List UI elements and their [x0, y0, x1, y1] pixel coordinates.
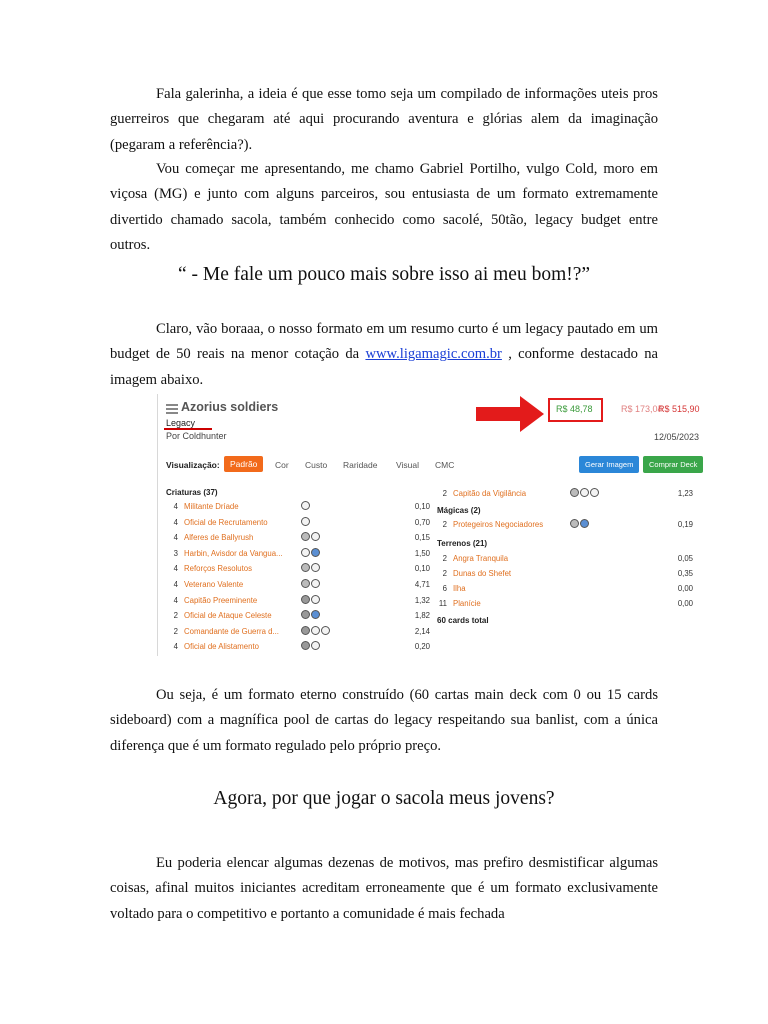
paragraph-intro: [110, 82, 658, 158]
card-name[interactable]: Oficial de Alistamento: [184, 642, 259, 652]
card-price: 4,71: [414, 580, 430, 589]
tab-raridade[interactable]: Raridade: [343, 460, 378, 470]
card-row: [168, 517, 430, 529]
card-row: [168, 595, 430, 607]
price-high: R$ 515,90: [658, 404, 700, 414]
card-row: [437, 519, 693, 531]
card-row: [168, 548, 430, 560]
mana-cost: [301, 501, 310, 510]
mana-cost: [301, 563, 320, 572]
mana-symbol-icon: [301, 517, 310, 526]
card-row: [168, 610, 430, 622]
card-price: 0,00: [677, 584, 693, 593]
card-quantity: 4: [173, 642, 178, 652]
card-quantity: 4: [173, 595, 178, 605]
view-label: Visualização:: [166, 460, 220, 470]
buy-deck-button[interactable]: Comprar Deck: [643, 456, 703, 473]
heading-question: “ - Me fale um pouco mais sobre isso ai meu bom!?”: [177, 264, 591, 285]
mana-symbol-icon: [301, 532, 310, 541]
card-row: [437, 568, 693, 580]
tab-cmc[interactable]: CMC: [435, 460, 455, 470]
card-price: 1,32: [414, 595, 430, 605]
paragraph-explanation: [110, 683, 658, 759]
card-name[interactable]: Oficial de Ataque Celeste: [184, 611, 272, 621]
card-name[interactable]: Oficial de Recrutamento: [184, 517, 268, 527]
card-quantity: 6: [442, 584, 447, 593]
mana-cost: [301, 641, 320, 650]
price-mid: R$ 173,04: [621, 404, 663, 414]
mana-cost: [301, 610, 320, 619]
mana-symbol-icon: [311, 641, 320, 650]
card-price: 1,23: [677, 489, 693, 498]
format-underline: [164, 428, 212, 430]
card-quantity: 3: [173, 548, 178, 558]
card-price: 0,10: [414, 502, 430, 511]
card-name[interactable]: Alferes de Ballyrush: [184, 533, 254, 543]
card-name[interactable]: Capitão da Vigilância: [453, 489, 527, 498]
tab-custo[interactable]: Custo: [305, 460, 328, 470]
card-price: 0,20: [414, 642, 430, 652]
card-price: 0,05: [677, 554, 693, 563]
mana-symbol-icon: [301, 563, 310, 572]
mana-symbol-icon: [311, 563, 320, 572]
card-price: 2,14: [414, 626, 430, 636]
card-row: [437, 488, 693, 500]
paragraph-format-tail: , conforme destacado na imagem abaixo.: [110, 346, 658, 388]
card-row: [168, 501, 430, 513]
mana-symbol-icon: [580, 519, 589, 528]
deck-author: Por Coldhunter: [166, 431, 227, 441]
card-name[interactable]: Reforços Resolutos: [184, 564, 253, 574]
card-quantity: 2: [442, 554, 447, 563]
paragraph-intro-text: Fala galerinha, a ideia é que esse tomo seja um compilado de informações uteis pros guerreiros que chegaram até aqui procurando aventura e glórias alem da imaginação (pegaram a referência?).: [110, 86, 658, 153]
mana-cost: [301, 532, 320, 541]
card-quantity: 4: [173, 564, 178, 574]
price-low: R$ 48,78: [556, 404, 593, 414]
mana-cost: [570, 488, 599, 497]
paragraph-presentation-text: Vou começar me apresentando, me chamo Gabriel Portilho, vulgo Cold, moro em viçosa (MG) e junto com alguns parceiros, sou entusiasta de um formato extremamente divertido chamado sacola, também conhecido como sacolé, 50tão, legacy budget entre outros.: [110, 161, 658, 253]
card-name[interactable]: Capitão Preeminente: [184, 595, 258, 605]
card-quantity: 2: [442, 489, 447, 498]
mana-symbol-icon: [301, 595, 310, 604]
mana-cost: [301, 548, 320, 557]
mana-symbol-icon: [311, 548, 320, 557]
mana-symbol-icon: [311, 532, 320, 541]
mana-symbol-icon: [301, 501, 310, 510]
tab-padrao[interactable]: Padrão: [224, 456, 263, 472]
mana-symbol-icon: [570, 519, 579, 528]
mana-cost: [301, 626, 330, 635]
mana-symbol-icon: [311, 595, 320, 604]
magics-section: Mágicas (2): [437, 506, 481, 515]
card-quantity: 4: [173, 517, 178, 527]
deck-format: Legacy: [166, 418, 196, 428]
mana-symbol-icon: [311, 579, 320, 588]
mana-symbol-icon: [580, 488, 589, 497]
mana-symbol-icon: [301, 626, 310, 635]
cards-total: 60 cards total: [437, 616, 489, 625]
heading-why: Agora, por que jogar o sacola meus jovens?: [213, 788, 555, 809]
card-quantity: 2: [442, 520, 447, 529]
mana-symbol-icon: [590, 488, 599, 497]
card-name[interactable]: Harbin, Avisdor da Vangua...: [184, 548, 283, 558]
card-name[interactable]: Ilha: [453, 584, 466, 593]
mana-symbol-icon: [311, 626, 320, 635]
card-quantity: 4: [173, 580, 178, 589]
ligamagic-link[interactable]: www.ligamagic.com.br: [365, 346, 502, 363]
card-row: [168, 563, 430, 575]
card-price: 0,19: [677, 520, 693, 529]
mana-cost: [301, 517, 310, 526]
tab-visual[interactable]: Visual: [396, 460, 419, 470]
creatures-section: Criaturas (37): [166, 488, 218, 497]
generate-image-button[interactable]: Gerar Imagem: [579, 456, 639, 473]
card-row: [168, 532, 430, 544]
mana-symbol-icon: [311, 610, 320, 619]
mana-cost: [301, 595, 320, 604]
card-quantity: 11: [438, 599, 447, 608]
paragraph-format: [110, 317, 658, 393]
mana-symbol-icon: [570, 488, 579, 497]
card-name[interactable]: Planície: [453, 599, 481, 608]
card-price: 0,10: [414, 564, 430, 574]
card-row: [437, 553, 693, 565]
mana-symbol-icon: [321, 626, 330, 635]
card-price: 0,00: [677, 599, 693, 608]
card-name[interactable]: Comandante de Guerra d...: [184, 626, 279, 636]
card-price: 0,70: [414, 517, 430, 527]
card-row: [168, 579, 430, 591]
red-arrow-icon: [476, 396, 548, 432]
tab-cor[interactable]: Cor: [275, 460, 289, 470]
mana-symbol-icon: [301, 579, 310, 588]
card-name[interactable]: Dunas do Shefet: [453, 569, 512, 578]
deck-date: 12/05/2023: [654, 432, 700, 442]
card-name[interactable]: Veterano Valente: [184, 580, 244, 589]
mana-symbol-icon: [301, 610, 310, 619]
paragraph-format-text: Claro, vão boraaa, o nosso formato em um resumo curto é um legacy pautado em um budget de 50 reais na menor cotação da: [110, 321, 658, 363]
mana-symbol-icon: [301, 641, 310, 650]
lands-section: Terrenos (21): [437, 539, 488, 548]
card-row: [437, 598, 693, 610]
card-quantity: 2: [442, 569, 447, 578]
card-row: [437, 583, 693, 595]
mana-symbol-icon: [301, 548, 310, 557]
menu-icon: [166, 404, 178, 416]
card-price: 0,15: [414, 533, 430, 543]
card-row: [168, 641, 430, 653]
card-price: 1,50: [414, 548, 430, 558]
mana-cost: [570, 519, 589, 528]
paragraph-explanation-text: Ou seja, é um formato eterno construído (60 cartas main deck com 0 ou 15 cards sideboard) com a magnífica pool de cartas do legacy respeitando sua banlist, com a única diferença que é um formato regulado pelo próprio preço.: [110, 687, 658, 754]
paragraph-presentation: [110, 157, 658, 258]
card-name[interactable]: Protegeiros Negociadores: [453, 520, 544, 529]
card-quantity: 2: [173, 626, 178, 636]
card-quantity: 2: [173, 611, 178, 621]
deck-screenshot: [157, 394, 709, 656]
card-name[interactable]: Militante Dríade: [184, 502, 239, 511]
card-price: 1,82: [414, 611, 430, 621]
card-quantity: 4: [173, 533, 178, 543]
card-name[interactable]: Angra Tranquila: [453, 554, 509, 563]
card-quantity: 4: [173, 502, 178, 511]
paragraph-reasons: [110, 851, 658, 927]
card-price: 0,35: [677, 569, 693, 578]
deck-title: Azorius soldiers: [181, 400, 279, 414]
card-row: [168, 626, 430, 638]
paragraph-reasons-text: Eu poderia elencar algumas dezenas de motivos, mas prefiro desmistificar algumas coisas, afinal muitos iniciantes acreditam erroneamente que é um formato exclusivamente voltado para o competitivo e portanto a comunidade é mais fechada: [110, 855, 658, 922]
mana-cost: [301, 579, 320, 588]
